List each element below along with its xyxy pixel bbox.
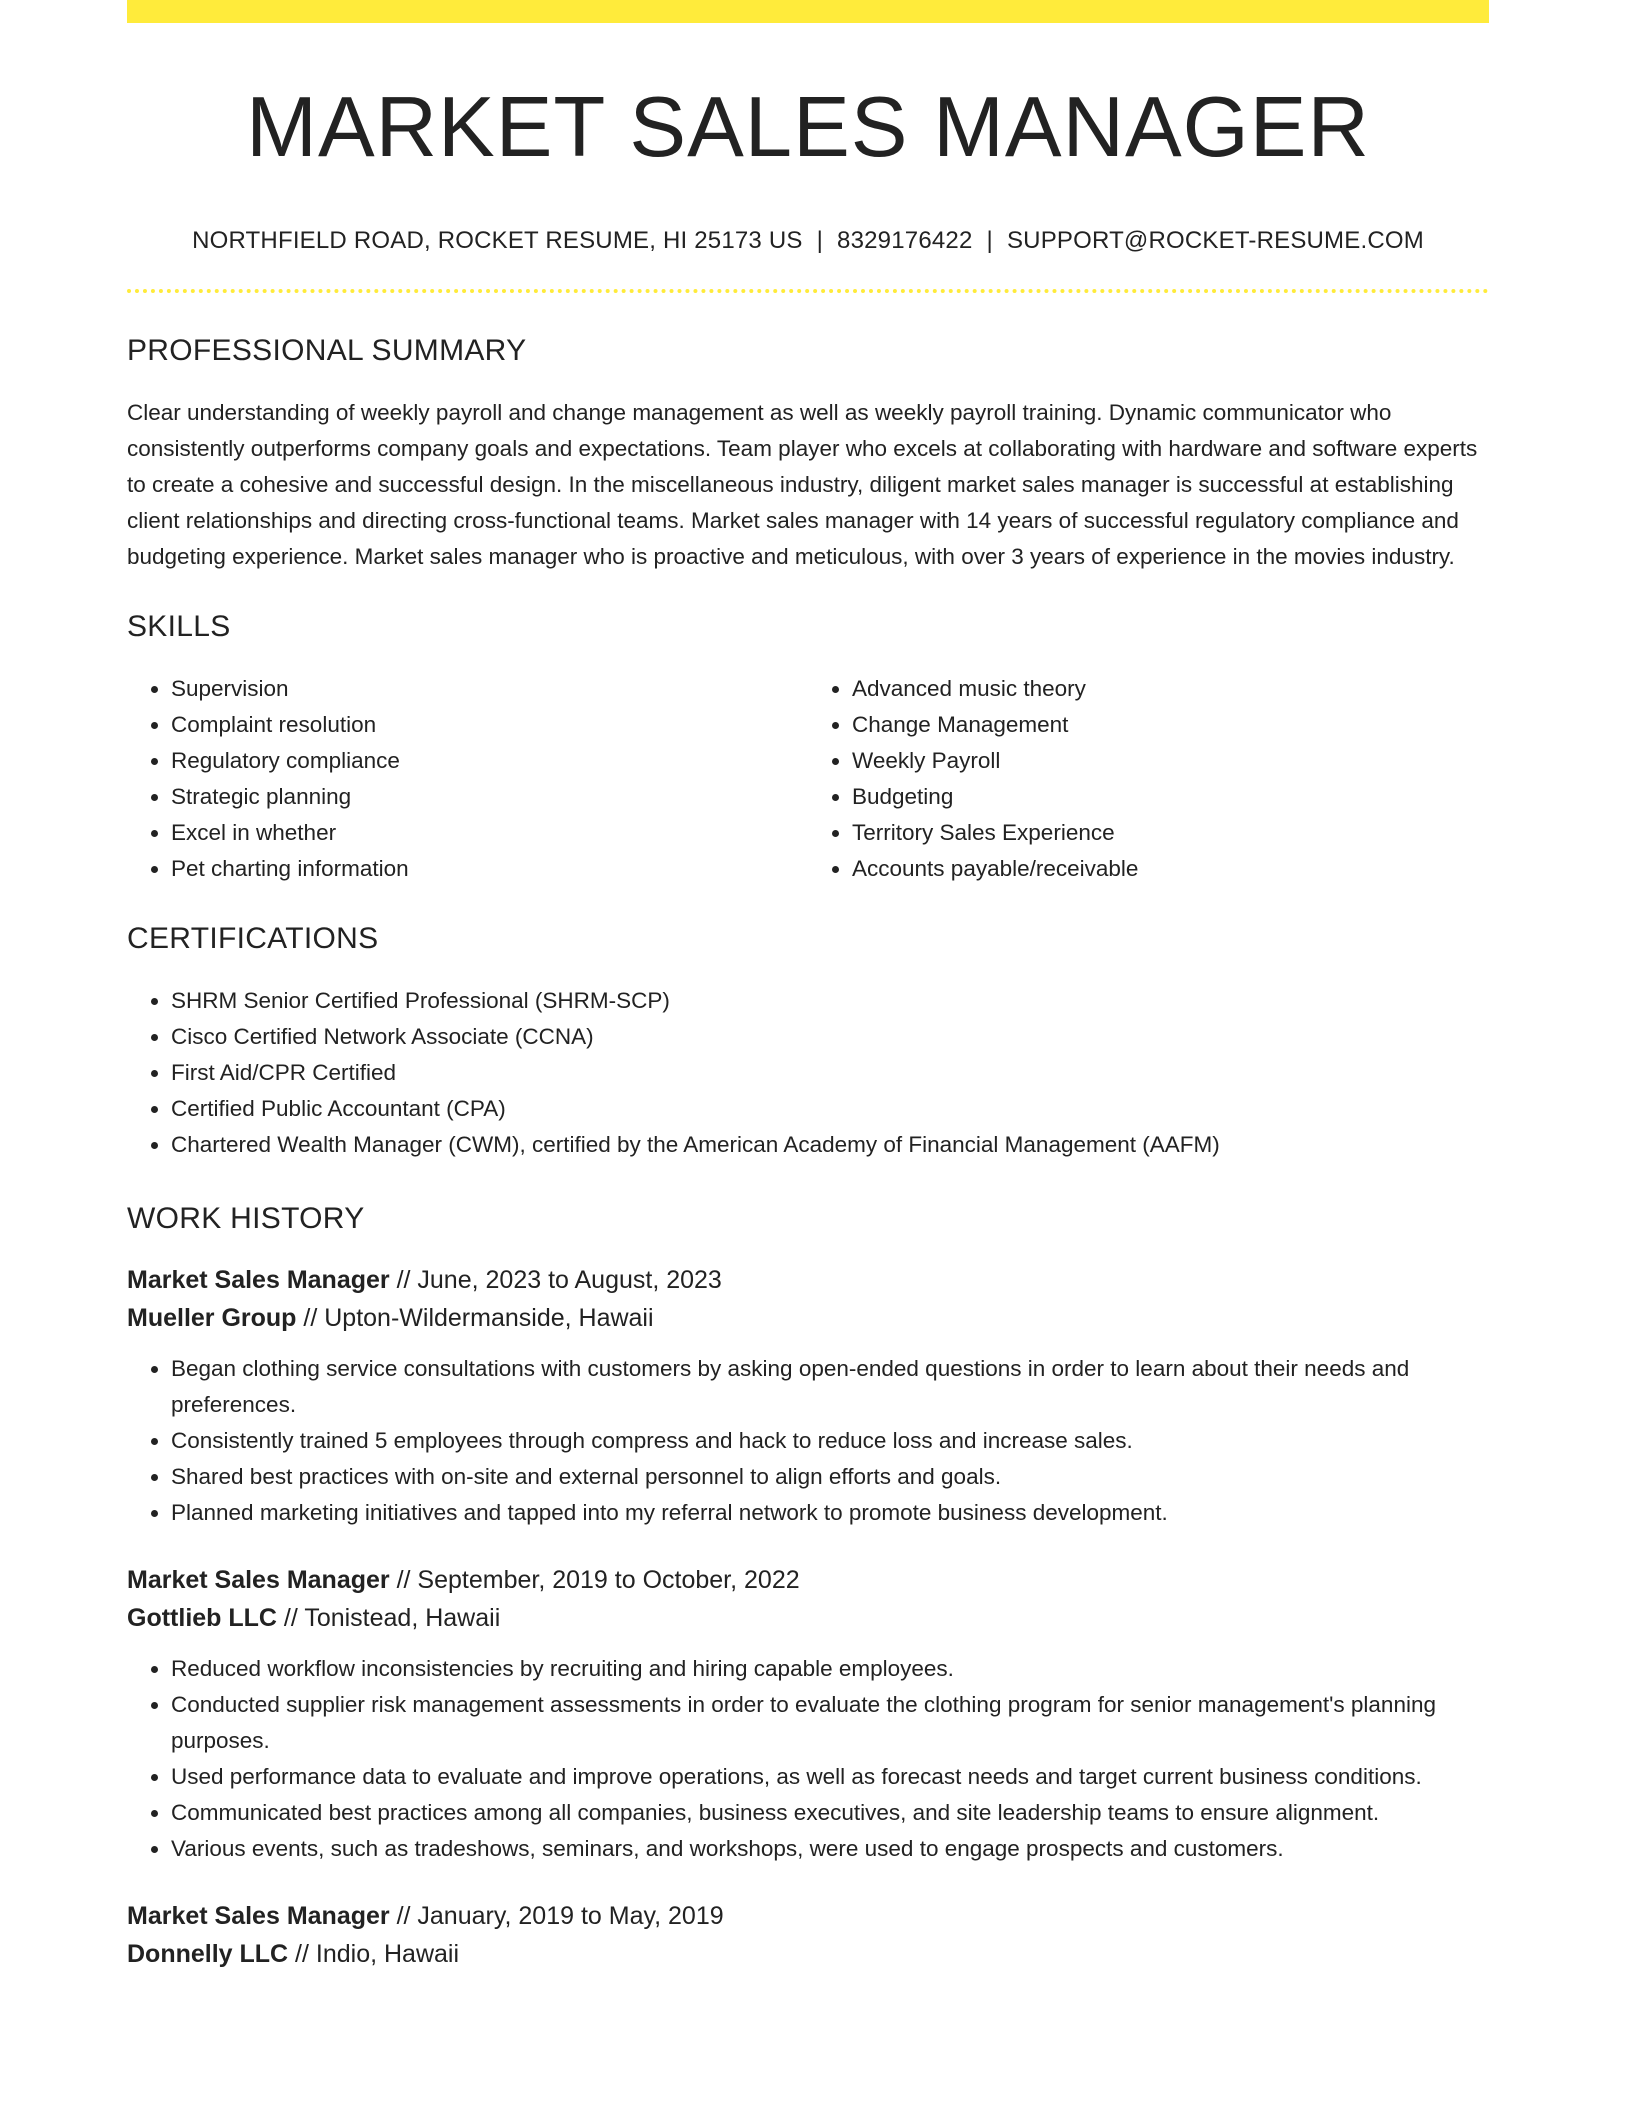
dotted-divider xyxy=(127,289,1489,293)
summary-text: Clear understanding of weekly payroll and change management as well as weekly payroll training. Dynamic communicator who consistently outperforms company goals and expectations. Team player who excels at collaborating with hardware and software experts to create a cohesive and successful design. In the miscellaneous industry, diligent market sales manager is successful at establishing client relationships and directing cross-functional teams. Market sales manager with 14 years of successful regulatory compliance and budgeting experience. Market sales manager who is proactive and meticulous, with over 3 years of experience in the movies industry. xyxy=(127,400,1478,570)
list-item: • Weekly Payroll xyxy=(852,743,1489,779)
job-location: // Tonistead, Hawaii xyxy=(276,1604,501,1633)
list-item: • Shared best practices with on-site and external personnel to align efforts and goals. xyxy=(171,1459,1489,1495)
contact-separator: | xyxy=(986,226,993,254)
job-company: Mueller Group xyxy=(127,1304,297,1333)
job-company-line xyxy=(127,1299,1489,1337)
list-item: • Various events, such as tradeshows, seminars, and workshops, were used to engage prospects and customers. xyxy=(171,1831,1489,1867)
summary-heading: PROFESSIONAL SUMMARY xyxy=(127,334,527,368)
job-bullets xyxy=(127,1651,1489,1867)
job-dates: // September, 2019 to October, 2022 xyxy=(389,1566,800,1595)
list-item: • Chartered Wealth Manager (CWM), certified by the American Academy of Financial Management (AAFM) xyxy=(171,1127,1489,1163)
skills-list-left xyxy=(127,671,808,887)
certifications-section xyxy=(127,921,1489,1163)
job-company-line xyxy=(127,1935,1489,1973)
list-item: • SHRM Senior Certified Professional (SHRM-SCP) xyxy=(171,983,1489,1019)
summary-section xyxy=(127,333,1489,575)
job-title-line xyxy=(127,1261,1489,1299)
job-company: Donnelly LLC xyxy=(127,1940,289,1969)
job-entry xyxy=(127,1561,1489,1867)
job-company-line xyxy=(127,1599,1489,1637)
list-item: • Change Management xyxy=(852,707,1489,743)
list-item: • Territory Sales Experience xyxy=(852,815,1489,851)
job-company: Gottlieb LLC xyxy=(127,1604,277,1633)
work-history-section xyxy=(127,1201,1489,1973)
job-dates: // January, 2019 to May, 2019 xyxy=(389,1902,724,1931)
list-item: • Complaint resolution xyxy=(171,707,808,743)
list-item: • Conducted supplier risk management assessments in order to evaluate the clothing program for senior management's planning purposes. xyxy=(171,1687,1489,1759)
job-entry xyxy=(127,1897,1489,1973)
list-item: • Reduced workflow inconsistencies by recruiting and hiring capable employees. xyxy=(171,1651,1489,1687)
job-location: // Upton-Wildermanside, Hawaii xyxy=(296,1304,654,1333)
list-item: • Communicated best practices among all companies, business executives, and site leadership teams to ensure alignment. xyxy=(171,1795,1489,1831)
page-title: MARKET SALES MANAGER xyxy=(246,80,1370,175)
list-item: • Cisco Certified Network Associate (CCNA) xyxy=(171,1019,1489,1055)
contact-separator: | xyxy=(816,226,824,254)
list-item: • Advanced music theory xyxy=(852,671,1489,707)
job-title-line xyxy=(127,1897,1489,1935)
list-item: • Planned marketing initiatives and tapped into my referral network to promote business development. xyxy=(171,1495,1489,1531)
job-entry xyxy=(127,1261,1489,1531)
certifications-list xyxy=(127,983,1489,1163)
job-title: Market Sales Manager xyxy=(127,1902,390,1931)
skills-grid xyxy=(127,671,1489,887)
list-item: • Excel in whether xyxy=(171,815,808,851)
job-title-line xyxy=(127,1561,1489,1599)
list-item: • Certified Public Accountant (CPA) xyxy=(171,1091,1489,1127)
list-item: • Used performance data to evaluate and improve operations, as well as forecast needs and target current business conditions. xyxy=(171,1759,1489,1795)
accent-bar xyxy=(127,0,1489,23)
certifications-heading: CERTIFICATIONS xyxy=(127,922,379,956)
skills-heading: SKILLS xyxy=(127,610,231,644)
list-item: • Supervision xyxy=(171,671,808,707)
list-item: • Regulatory compliance xyxy=(171,743,808,779)
contact-email[interactable]: SUPPORT@ROCKET-RESUME.COM xyxy=(1006,226,1424,254)
contact-phone: 8329176422 xyxy=(837,226,973,254)
list-item: • Consistently trained 5 employees through compress and hack to reduce loss and increase sales. xyxy=(171,1423,1489,1459)
list-item: • Pet charting information xyxy=(171,851,808,887)
list-item: • Accounts payable/receivable xyxy=(852,851,1489,887)
list-item: • Budgeting xyxy=(852,779,1489,815)
skills-list-right xyxy=(808,671,1489,887)
skills-section xyxy=(127,609,1489,887)
job-dates: // June, 2023 to August, 2023 xyxy=(389,1266,722,1295)
job-title: Market Sales Manager xyxy=(127,1566,390,1595)
work-history-heading: WORK HISTORY xyxy=(127,1202,365,1236)
contact-address: NORTHFIELD ROAD, ROCKET RESUME, HI 25173 US xyxy=(192,226,803,254)
list-item: • Began clothing service consultations with customers by asking open-ended questions in order to learn about their needs and preferences. xyxy=(171,1351,1489,1423)
job-location: // Indio, Hawaii xyxy=(288,1940,460,1969)
job-title: Market Sales Manager xyxy=(127,1266,390,1295)
resume-page xyxy=(127,0,1489,1973)
list-item: • Strategic planning xyxy=(171,779,808,815)
contact-line xyxy=(127,227,1489,256)
list-item: • First Aid/CPR Certified xyxy=(171,1055,1489,1091)
job-bullets xyxy=(127,1351,1489,1531)
